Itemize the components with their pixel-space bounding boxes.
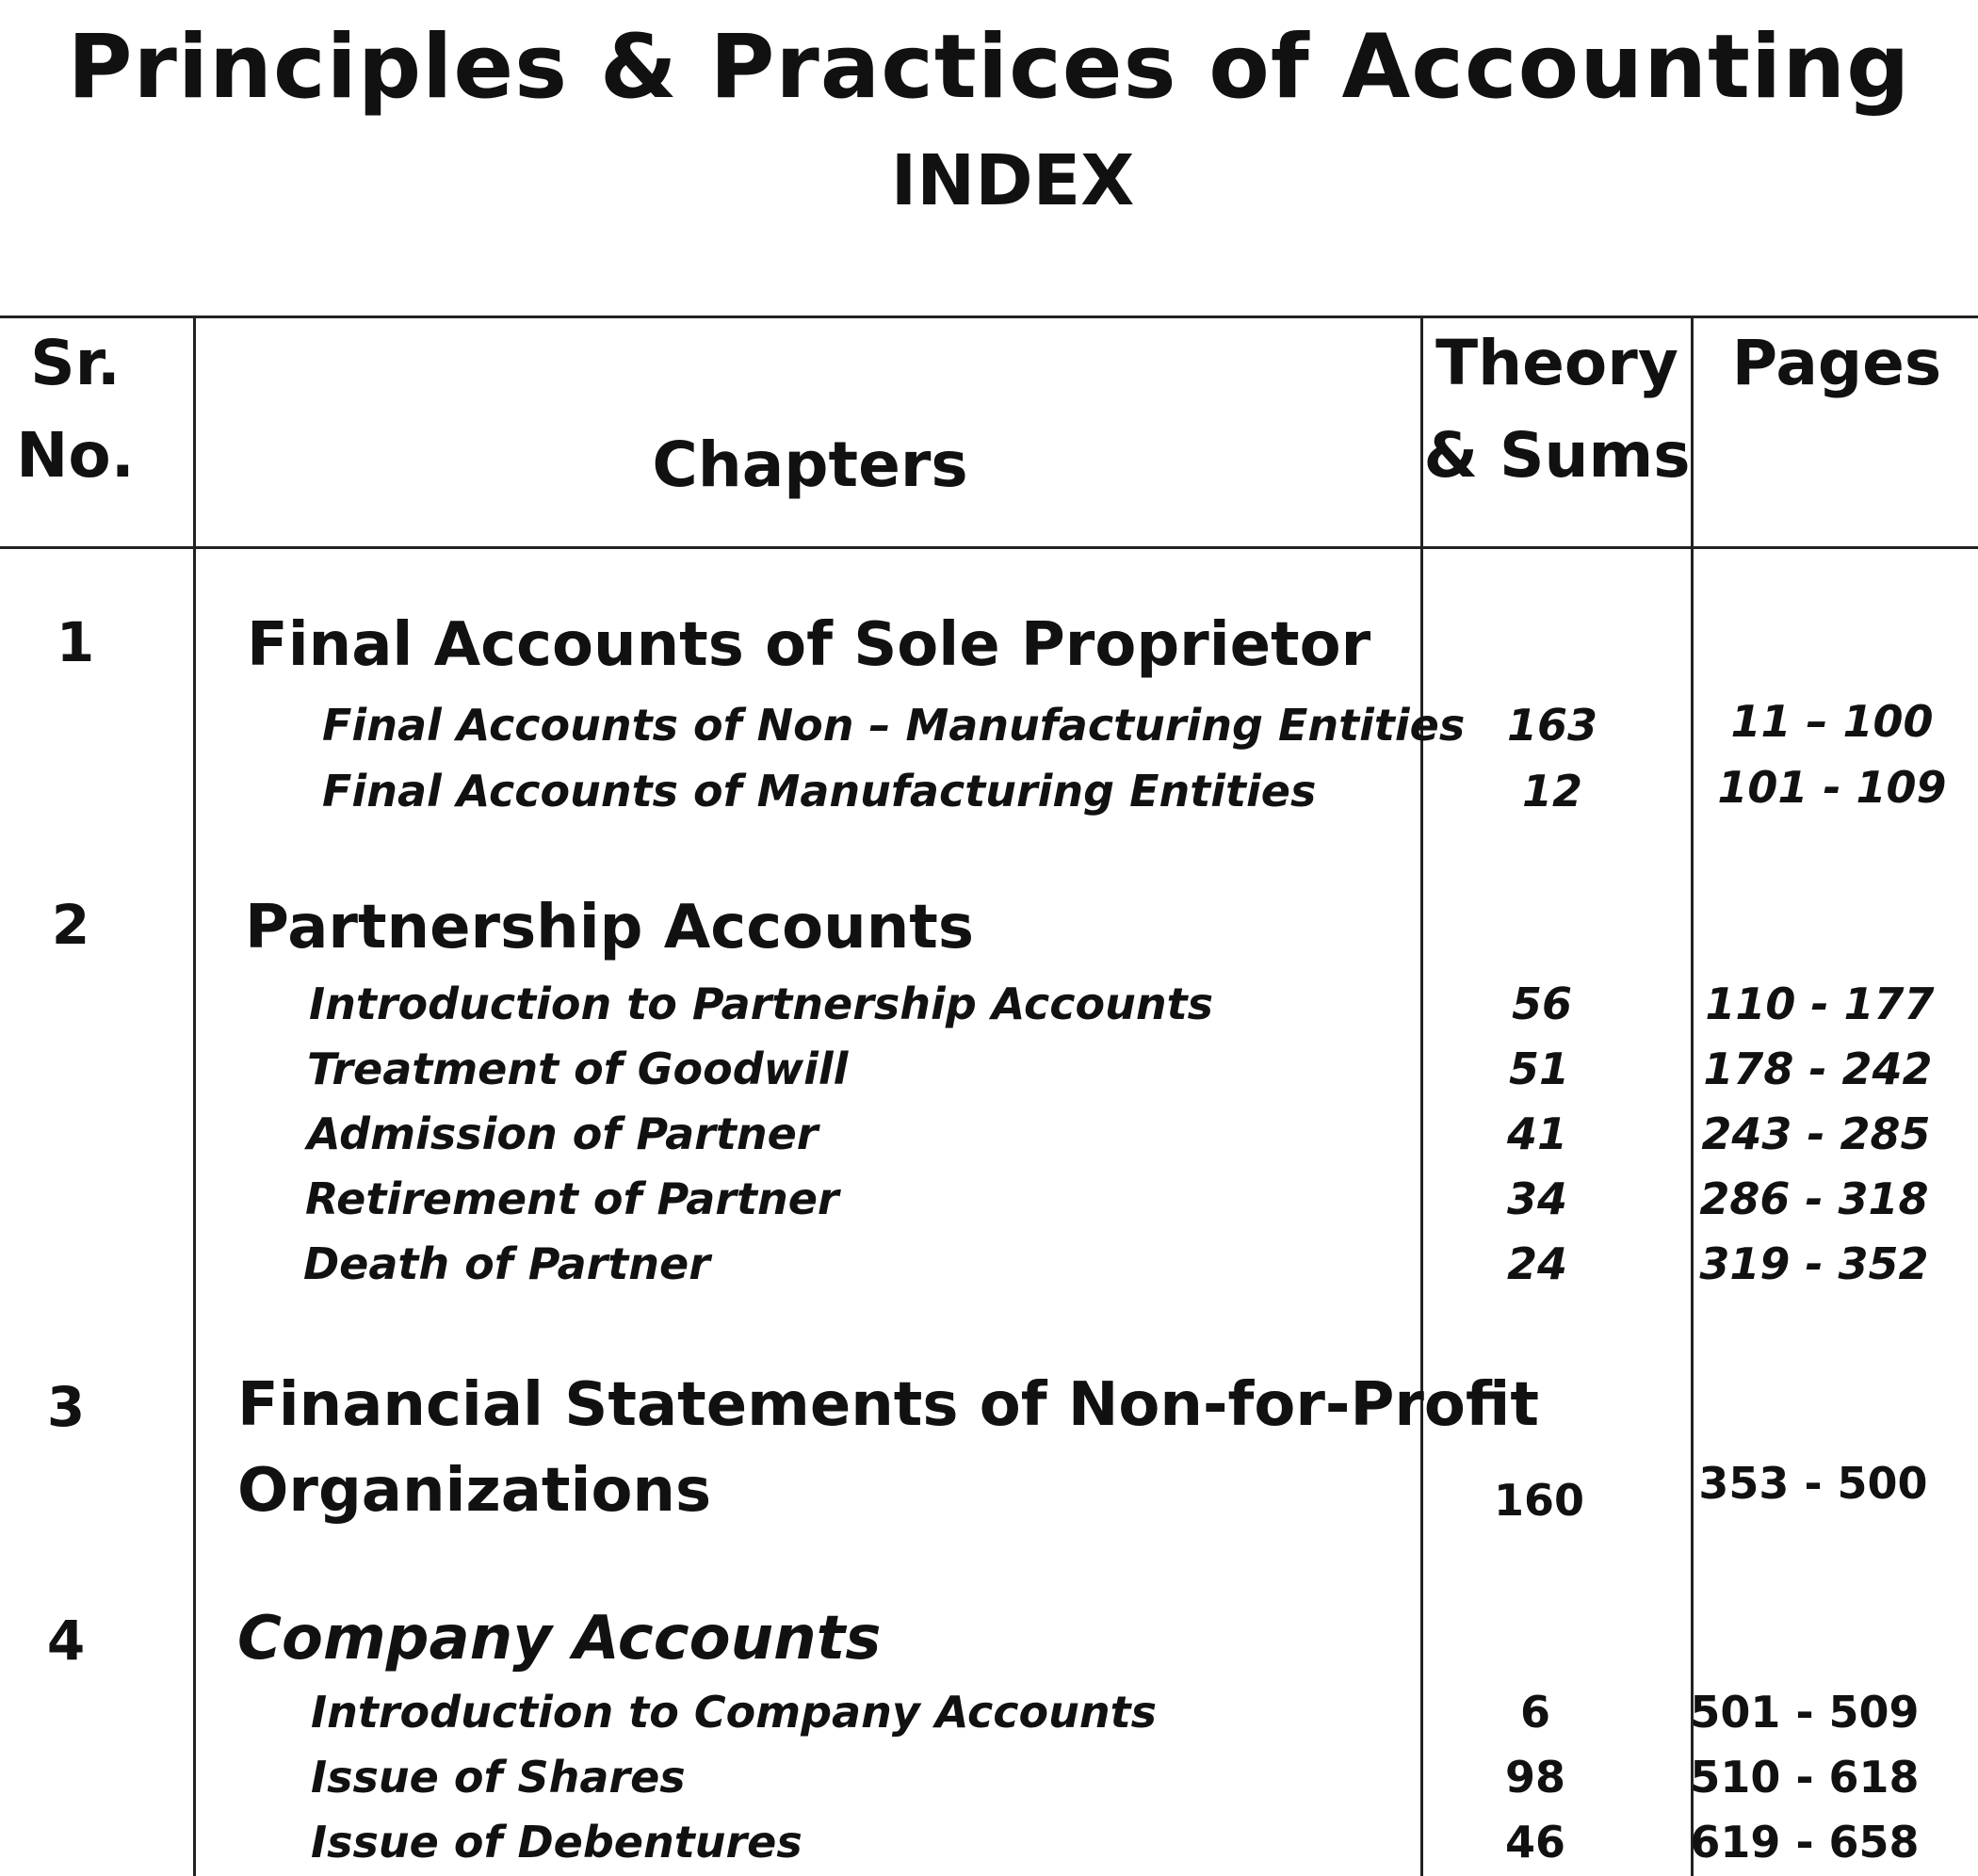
topic-name: Introduction to Partnership Accounts bbox=[309, 978, 1213, 1029]
header-theory-sums bbox=[1423, 317, 1691, 502]
chapter-title: Partnership Accounts bbox=[245, 893, 974, 962]
header-theory-line2: & Sums bbox=[1423, 419, 1691, 492]
topic-theory-count: 24 bbox=[1506, 1238, 1567, 1289]
topic-pages: 286 - 318 bbox=[1699, 1173, 1929, 1224]
topic-theory-count: 46 bbox=[1504, 1817, 1565, 1868]
chapter-title-line1: Financial Statements of Non-for-Profit bbox=[237, 1370, 1539, 1440]
column-divider-sr bbox=[193, 315, 196, 1876]
header-pages: Pages bbox=[1731, 327, 1942, 399]
header-chapters: Chapters bbox=[652, 429, 968, 501]
topic-theory-count: 12 bbox=[1521, 766, 1582, 817]
page-title: Principles & Practices of Accounting bbox=[67, 16, 1911, 119]
topic-theory-count: 41 bbox=[1506, 1108, 1567, 1159]
chapter-theory-count: 160 bbox=[1493, 1475, 1585, 1526]
chapter-title: Company Accounts bbox=[237, 1604, 882, 1674]
header-sr-line1: Sr. bbox=[30, 327, 121, 399]
topic-pages: 619 - 658 bbox=[1690, 1817, 1920, 1868]
topic-name: Final Accounts of Non – Manufacturing Entities bbox=[322, 700, 1466, 751]
topic-pages: 101 - 109 bbox=[1717, 762, 1947, 813]
chapter-sr-no: 3 bbox=[46, 1375, 86, 1439]
topic-pages: 319 - 352 bbox=[1699, 1238, 1929, 1289]
page-subtitle: INDEX bbox=[890, 140, 1135, 221]
header-theory-line1: Theory bbox=[1435, 327, 1678, 399]
topic-name: Final Accounts of Manufacturing Entities bbox=[322, 766, 1317, 817]
topic-theory-count: 34 bbox=[1506, 1173, 1567, 1224]
chapter-pages: 353 - 500 bbox=[1698, 1458, 1928, 1509]
topic-name: Issue of Shares bbox=[311, 1752, 686, 1803]
topic-name: Issue of Debentures bbox=[311, 1817, 803, 1868]
topic-theory-count: 51 bbox=[1508, 1043, 1569, 1094]
topic-name: Retirement of Partner bbox=[305, 1173, 839, 1224]
column-divider-theory bbox=[1691, 315, 1694, 1876]
topic-pages: 11 – 100 bbox=[1730, 696, 1934, 747]
topic-name: Death of Partner bbox=[303, 1238, 710, 1289]
topic-pages: 510 - 618 bbox=[1690, 1752, 1920, 1803]
topic-theory-count: 6 bbox=[1519, 1687, 1550, 1738]
topic-name: Admission of Partner bbox=[307, 1108, 819, 1159]
topic-name: Introduction to Company Accounts bbox=[311, 1687, 1158, 1738]
column-divider-chapters bbox=[1420, 315, 1423, 1876]
topic-pages: 178 - 242 bbox=[1703, 1043, 1933, 1094]
topic-theory-count: 163 bbox=[1506, 700, 1598, 751]
topic-pages: 110 - 177 bbox=[1705, 978, 1935, 1029]
chapter-sr-no: 4 bbox=[46, 1609, 86, 1673]
chapter-title-line2: Organizations bbox=[237, 1456, 712, 1526]
table-header-rule bbox=[0, 546, 1978, 549]
chapter-sr-no: 1 bbox=[56, 610, 95, 674]
chapter-title: Final Accounts of Sole Proprietor bbox=[247, 610, 1371, 680]
topic-theory-count: 98 bbox=[1504, 1752, 1565, 1803]
topic-theory-count: 56 bbox=[1511, 978, 1572, 1029]
header-sr-no bbox=[0, 317, 151, 502]
topic-name: Treatment of Goodwill bbox=[307, 1043, 849, 1094]
topic-pages: 501 - 509 bbox=[1690, 1687, 1920, 1738]
chapter-sr-no: 2 bbox=[51, 893, 90, 957]
header-sr-line2: No. bbox=[16, 419, 135, 492]
topic-pages: 243 - 285 bbox=[1701, 1108, 1931, 1159]
